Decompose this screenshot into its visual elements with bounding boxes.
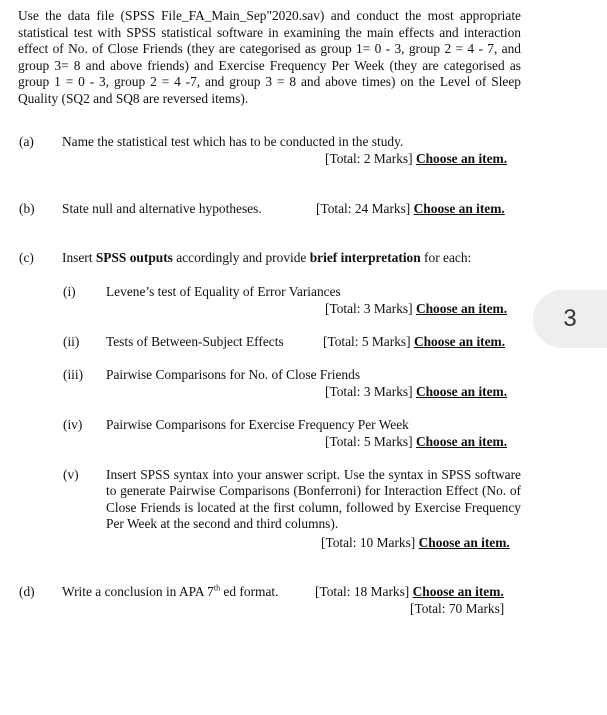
marks-ii: [Total: 5 Marks] (323, 334, 411, 349)
subquestion-text-v: Insert SPSS syntax into your answer script. Use the syntax in SPSS software to generate Pairwise Comparisons (Bonferroni) for Interaction Effect (No. of Close Friends is located at the first column, followed by Exercise Frequency Per Week at the second and third columns). (106, 467, 521, 532)
choose-item-dropdown-ii[interactable]: Choose an item. (413, 334, 506, 349)
subquestion-text-ii: Tests of Between-Subject Effects (106, 334, 284, 349)
marks-iv: [Total: 5 Marks] (325, 434, 413, 449)
choose-item-dropdown-i[interactable]: Choose an item. (415, 301, 508, 316)
subquestion-label-i: (i) (63, 284, 76, 299)
choose-item-dropdown-v[interactable]: Choose an item. (418, 535, 510, 550)
question-label-d: (d) (19, 584, 35, 599)
marks-row-ii (323, 334, 505, 350)
question-intro: Use the data file (SPSS File_FA_Main_Sep"2020.sav) and conduct the most appropriate statistical test with SPSS statistical software in examining the main effects and interaction effect of No. of Close Friends (they are categorised as group 1= 0 - 3, group 2 = 4 - 7, and group 3= 8 and above friends) and Exercise Frequency Per Week (they are categorised as group 1 = 0 - 3, group 2 = 4 -7, and group 3 = 8 and above times) on the Level of Sleep Quality (SQ2 and SQ8 are reversed items). (18, 8, 521, 106)
subquestion-text-iv: Pairwise Comparisons for Exercise Frequency Per Week (106, 417, 409, 432)
question-label-a: (a) (19, 134, 34, 149)
marks-i: [Total: 3 Marks] (325, 301, 413, 316)
choose-item-dropdown-a[interactable]: Choose an item. (415, 151, 508, 166)
marks-row-i (325, 301, 507, 317)
choose-item-dropdown-d[interactable]: Choose an item. (412, 584, 504, 599)
subquestion-text-iii: Pairwise Comparisons for No. of Close Friends (106, 367, 361, 382)
question-text-d: Write a conclusion in APA 7th ed format. (62, 583, 279, 599)
marks-row-v (321, 535, 510, 551)
marks-row-b (316, 201, 505, 217)
choose-item-dropdown-iv[interactable]: Choose an item. (415, 434, 508, 449)
marks-d: [Total: 18 Marks] (315, 584, 410, 599)
subquestion-label-v: (v) (63, 467, 79, 482)
marks-row-d (315, 584, 504, 600)
marks-row-a (325, 151, 507, 167)
choose-item-dropdown-iii[interactable]: Choose an item. (415, 384, 508, 399)
page-number-badge: 3 (533, 290, 607, 348)
question-text-a: Name the statistical test which has to be conducted in the study. (62, 134, 404, 149)
question-text-b: State null and alternative hypotheses. (62, 201, 262, 216)
grand-total: [Total: 70 Marks] (410, 601, 505, 616)
subquestion-label-iv: (iv) (63, 417, 83, 432)
marks-row-iii (325, 384, 507, 400)
subquestion-label-ii: (ii) (63, 334, 80, 349)
marks-v: [Total: 10 Marks] (321, 535, 416, 550)
subquestion-label-iii: (iii) (63, 367, 84, 382)
question-label-c: (c) (19, 250, 34, 265)
marks-iii: [Total: 3 Marks] (325, 384, 413, 399)
marks-b: [Total: 24 Marks] (316, 201, 411, 216)
subquestion-text-i: Levene’s test of Equality of Error Variances (106, 284, 341, 299)
marks-row-iv (325, 434, 507, 450)
question-text-c: Insert SPSS outputs accordingly and provide brief interpretation for each: (62, 250, 472, 265)
marks-a: [Total: 2 Marks] (325, 151, 413, 166)
question-label-b: (b) (19, 201, 35, 216)
choose-item-dropdown-b[interactable]: Choose an item. (413, 201, 505, 216)
